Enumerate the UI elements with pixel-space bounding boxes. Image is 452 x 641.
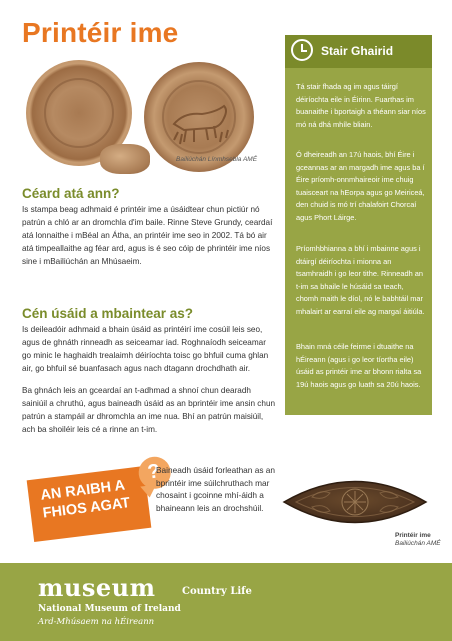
museum-name: National Museum of Ireland [38,604,181,614]
fact-text: Baineadh úsáid forleathan as an bprintéir ime súilchruthach mar chosaint i gcoinne mhí-áidh a bhaineann leis an drochshúil. [156,465,276,513]
section-what-paragraph: Is stampa beag adhmaid é printéir ime a úsáidtear chun pictiúr nó patrún a chló ar an dromchla d'im baile. Rinne Steve Grundy, ceardaí atá lonnaithe i mBéal an Átha, an printéir ime seo in 2002. Tá bó air atá timpeallaithe ag féar ard, agus is é seo cóip de phrintéir ime níos sine i mBailiúchán an Mhúsaeim. [22,205,273,266]
footer [0,563,452,641]
butter-stamp-side-image [26,60,132,166]
museum-logo: museum [38,573,156,602]
country-life-label: Country Life [182,586,252,597]
did-you-know-callout [27,460,162,542]
section-heading-use: Cén úsáid a mbaintear as? [22,306,194,321]
sidebar-paragraph: Príomhbhianna a bhí i mbainne agus i dtáirgí déiríochta i mionna an tsamhraidh i go leor tithe. Rinneadh an t-im sa bhaile le húsáid sa teach, chomh maith le díol, nó le babhtáil mar mhalairt ar earraí eile ag margaí áitiúla. [296,244,425,316]
sidebar-paragraph: Tá stair fhada ag im agus táirgí déiríochta eile in Éirinn. Fuarthas im buanaithe i bportaigh a théann siar níos mó ná dhá mhíle bliain. [296,82,426,129]
section-use-paragraph-2: Ba ghnách leis an gceardaí an t-adhmad a shnoí chun dearadh sainiúil a chruthú, agus baineadh úsáid as an bprintéir ime ansin chun patrún a stampáil ar dhromchla an ime nua. Bhí an patrún maisiúil, ach ba shoiléir leis cé a rinne an t-im. [22,386,276,434]
museum-name-irish: Ard-Mhúsaem na hÉireann [38,617,155,627]
sidebar-title: Stair Ghairid [321,44,394,58]
stamp-handle [100,144,150,174]
photo-credit: Bailiúchán Línmhsebla AMÉ [176,156,258,163]
eye-stamp-credit [395,532,441,548]
section-use-paragraph-1: Is deileadóir adhmaid a bhain úsáid as printéirí ime cosúil leis seo, agus de ghnáth rinneadh as seiceamar iad. Roghnaíodh seiceamar go minic le haghaidh trealaimh déiríochta toisc go bhfuil cuma ghlan air, go bhfuil sé buanfasach agus nach dtagann drochdhath air. [22,325,269,373]
question-mark-icon: ? [137,455,173,491]
sidebar-paragraph: Ó dheireadh an 17ú haois, bhí Éire i gceannas ar an margadh ime agus ba í Éire príomh-onnmhaireoir ime chuig tuaisceart na hEorpa agus go Meiriceá, den chuid is mó trí chalafoirt Chorcaí agus Phort Láirge. [296,150,425,222]
eye-shaped-butter-stamp-image [282,475,428,529]
stamp-rim [44,78,114,148]
history-sidebar [285,35,432,415]
page-title: Printéir ime [22,17,179,48]
speech-bubble-tail [140,485,157,499]
clock-icon [291,39,313,61]
sidebar-paragraph: Bhain mná céile feirme i dtuaithe na hÉireann (agus i go leor tíortha eile) úsáid as printéir ime ar bhonn rialta sa 19ú haois agus go luath sa 20ú haois. [296,342,422,389]
callout-text: AN RAIBH A FHIOS AGAT [39,477,131,522]
eye-credit-title: Printéir ime [395,532,431,539]
sidebar-header [285,35,432,68]
eye-credit-sub: Bailiúchán AMÉ [395,540,441,547]
section-heading-what: Céard atá ann? [22,186,120,201]
